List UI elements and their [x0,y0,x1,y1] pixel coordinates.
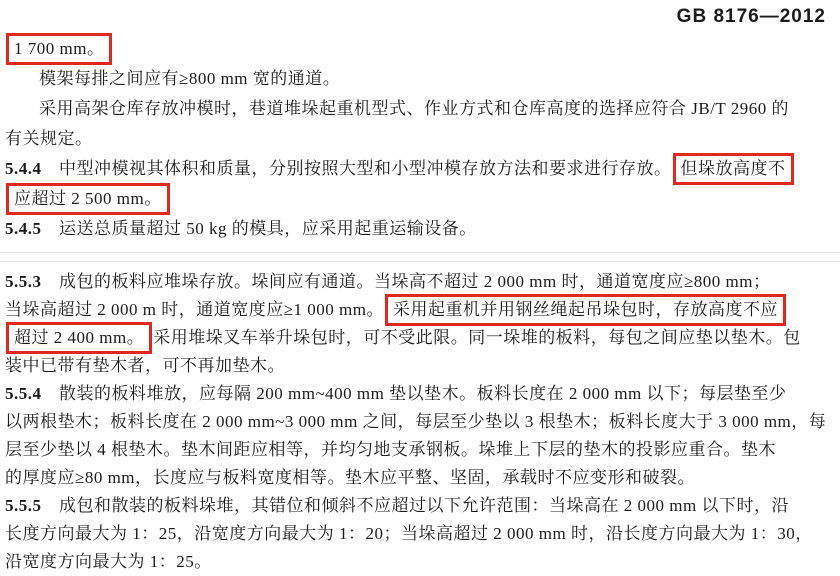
text-block-clause-5-4 [0,34,840,253]
text-line [5,214,835,244]
text-segment: 成包和散装的板料垛堆，其错位和倾斜不应超过以下允许范围：当垛高在 2 000 mm 以下时，沿 [41,496,789,515]
text-segment: 当垛高超过 2 000 m 时，通道宽度应≥1 000 mm。 [5,300,384,319]
text-segment: 沿宽度方向最大为 1：25。 [5,552,212,571]
text-line [5,352,835,380]
text-line [5,268,835,296]
text-line [5,94,835,124]
text-line [5,124,835,154]
red-highlight-box: 应超过 2 500 mm。 [6,183,170,215]
text-segment: 中型冲模视其体积和质量，分别按照大型和小型冲模存放方法和要求进行存放。 [41,159,672,178]
text-segment: 模架每排之间应有≥800 mm 宽的通道。 [39,69,341,88]
text-segment: 采用堆垛叉车举升垛包时，可不受此限。同一垛堆的板料，每包之间应垫以垫木。包 [153,328,801,347]
text-line [5,464,835,492]
text-segment: 运送总质量超过 50 kg 的模具，应采用起重运输设备。 [41,219,477,238]
text-segment: 采用高架仓库存放冲模时，巷道堆垛起重机型式、作业方式和仓库高度的选择应符合 JB/T 2960 的 [39,99,790,118]
standard-number: GB 8176—2012 [676,6,826,27]
text-line [5,154,835,184]
text-line [5,408,835,436]
text-line [5,492,835,520]
text-segment: 5.4.5 [5,219,42,238]
text-line [5,520,835,548]
red-highlight-box: 采用起重机并用钢丝绳起吊垛包时，存放高度不应 [385,294,786,326]
red-highlight-box: 超过 2 400 mm。 [6,322,152,354]
text-segment: 长度方向最大为 1：25，沿宽度方向最大为 1：20；当垛高超过 2 000 mm 时，沿长度方向最大为 1：30， [5,524,813,543]
text-segment: 5.5.4 [5,384,42,403]
text-block-clause-5-5 [0,261,840,576]
text-line [5,324,835,352]
text-segment: 装中已带有垫木者，可不再加垫木。 [5,356,285,375]
text-line [5,34,835,64]
text-segment: 的厚度应≥80 mm，长度应与板料宽度相等。垫木应平整、坚固，承载时不应变形和破裂。 [5,468,696,487]
text-segment: 成包的板料应堆垛存放。垛间应有通道。当垛高不超过 2 000 mm 时，通道宽度应≥800 mm； [41,272,771,291]
text-line [5,64,835,94]
text-line [5,436,835,464]
text-segment: 5.5.5 [5,496,42,515]
text-segment: 以两根垫木；板料长度在 2 000 mm~3 000 mm 之间，每层至少垫以 3 根垫木；板料长度大于 3 000 mm，每 [5,412,827,431]
text-segment: 5.5.3 [5,272,42,291]
red-highlight-box: 但垛放高度不 [673,153,794,185]
text-line [5,184,835,214]
text-segment: 有关规定。 [5,129,93,148]
text-line [5,548,835,576]
text-line [5,380,835,408]
text-segment: 5.4.4 [5,159,42,178]
text-line [5,296,835,324]
text-segment: 层至少垫以 4 根垫木。垫木间距应相等，并均匀地支承钢板。垛堆上下层的垫木的投影应重合。垫木 [5,440,776,459]
text-segment: 散装的板料堆放，应每隔 200 mm~400 mm 垫以垫木。板料长度在 2 000 mm 以下；每层垫至少 [41,384,787,403]
red-highlight-box: 1 700 mm。 [6,33,112,65]
